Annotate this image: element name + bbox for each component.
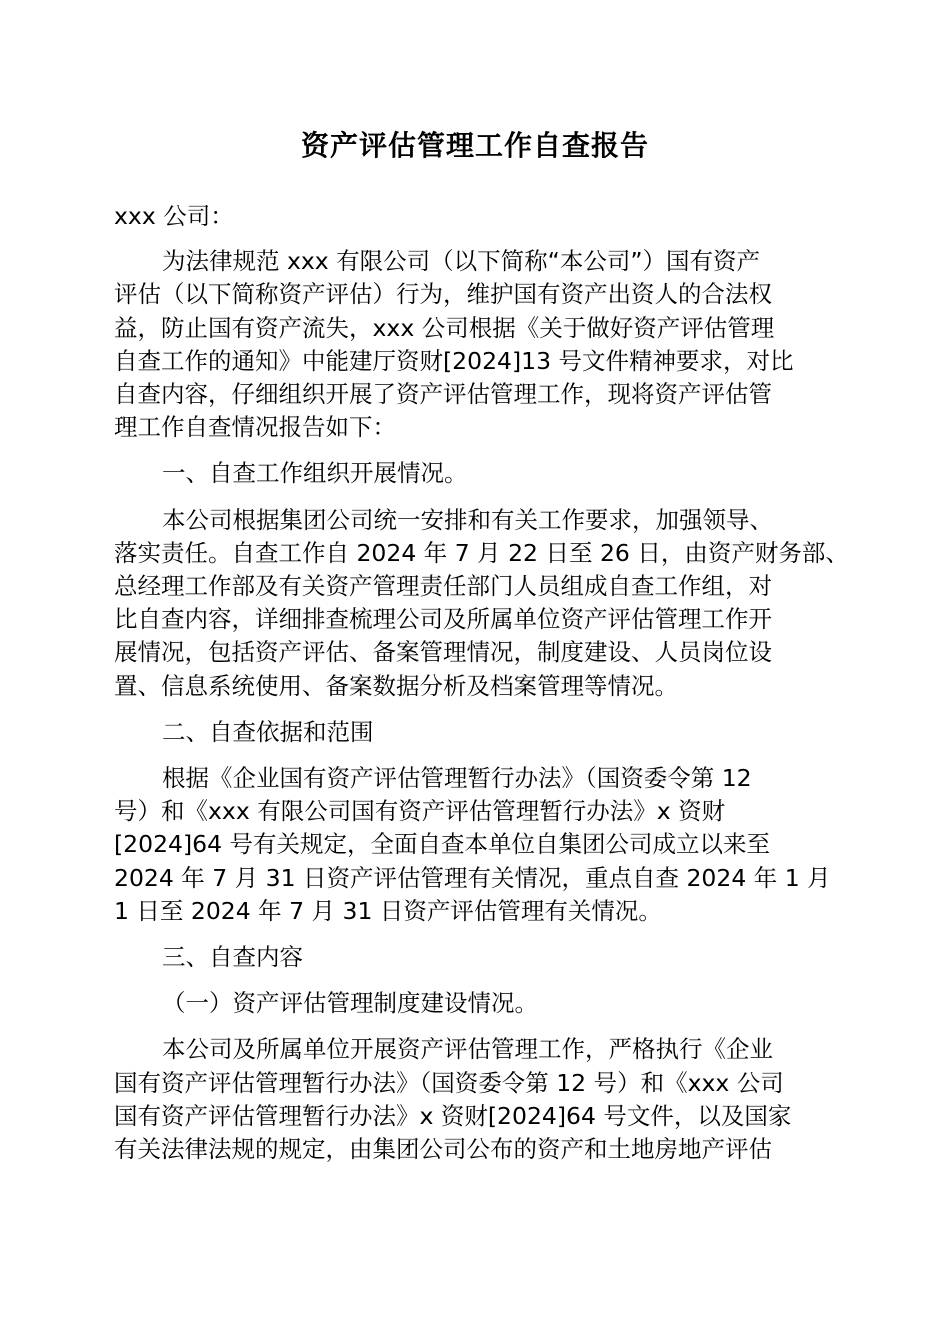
text-line: 落实责任。自查工作自 2024 年 7 月 22 日至 26 日，由资产财务部、 [114, 538, 849, 567]
text-line: 号）和《xxx 有限公司国有资产评估管理暂行办法》x 资财 [114, 797, 726, 826]
section-heading-2 [114, 716, 844, 749]
heading-text: 二、自查依据和范围 [162, 717, 374, 746]
text-line: 自查工作的通知》中能建厅资财[2024]13 号文件精神要求，对比 [114, 346, 794, 375]
text-line: 自查内容，仔细组织开展了资产评估管理工作，现将资产评估管 [114, 380, 772, 409]
heading-text: 三、自查内容 [162, 943, 303, 972]
text-line: 有关法律法规的规定，由集团公司公布的资产和土地房地产评估 [114, 1135, 772, 1164]
text-line: 为法律规范 xxx 有限公司（以下简称“本公司”）国有资产 [162, 247, 761, 276]
text-line: 1 日至 2024 年 7 月 31 日资产评估管理有关情况。 [114, 896, 662, 925]
paragraph-organization [114, 504, 849, 703]
document-title: 资产评估管理工作自查报告 [300, 129, 649, 162]
text-line: 置、信息系统使用、备案数据分析及档案管理等情况。 [114, 671, 678, 700]
text-line: 国有资产评估管理暂行办法》（国资委令第 12 号）和《xxx 公司 [114, 1068, 784, 1097]
text-line: 本公司及所属单位开展资产评估管理工作，严格执行《企业 [162, 1035, 773, 1064]
heading-text: （一）资产评估管理制度建设情况。 [162, 989, 538, 1018]
heading-text: 一、自查工作组织开展情况。 [162, 459, 468, 488]
paragraph-intro [114, 245, 844, 444]
section-heading-1 [114, 457, 844, 490]
salutation: xxx 公司： [114, 202, 234, 230]
text-line: 评估（以下简称资产评估）行为，维护国有资产出资人的合法权 [114, 280, 772, 309]
text-line: 理工作自查情况报告如下： [114, 413, 396, 442]
text-line: 总经理工作部及有关资产管理责任部门人员组成自查工作组，对 [114, 572, 772, 601]
text-line: 根据《企业国有资产评估管理暂行办法》（国资委令第 12 [162, 764, 752, 793]
text-line: 益，防止国有资产流失，xxx 公司根据《关于做好资产评估管理 [114, 313, 775, 342]
text-line: 本公司根据集团公司统一安排和有关工作要求，加强领导、 [162, 505, 773, 534]
section-heading-3 [114, 941, 844, 974]
text-line: 展情况，包括资产评估、备案管理情况，制度建设、人员岗位设 [114, 638, 772, 667]
subsection-heading-1 [114, 987, 844, 1020]
document-body [114, 200, 849, 1179]
text-line: 比自查内容，详细排查梳理公司及所属单位资产评估管理工作开 [114, 605, 772, 634]
paragraph-system [114, 1033, 844, 1166]
text-line: 国有资产评估管理暂行办法》x 资财[2024]64 号文件，以及国家 [114, 1101, 792, 1130]
text-line: 2024 年 7 月 31 日资产评估管理有关情况，重点自查 2024 年 1 月 [114, 863, 831, 892]
paragraph-basis [114, 762, 844, 928]
text-line: [2024]64 号有关规定，全面自查本单位自集团公司成立以来至 [114, 830, 771, 859]
